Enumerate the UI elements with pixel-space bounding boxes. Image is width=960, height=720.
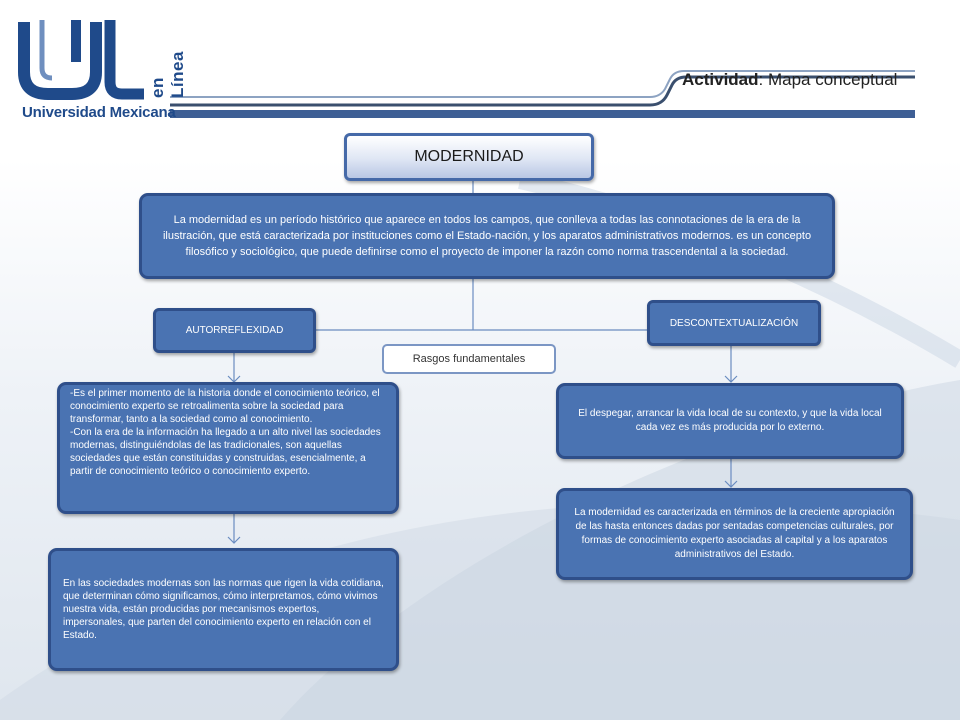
logo-en-linea: en Línea [148, 51, 187, 98]
descontextualizacion-detail2-box [556, 488, 913, 580]
descontextualizacion-box [647, 300, 821, 346]
descontextualizacion-detail-text: El despegar, arrancar la vida local de su contexto, y que la vida local cada vez es más producida por lo externo. [578, 408, 882, 433]
definition-text: La modernidad es un período histórico que aparece en todos los campos, que conlleva a todas las connotaciones de la era de la ilustración, que está caracterizada por instituciones como el Estado-nación, y los aparatos administrativos modernos. es un concepto filosófico y sociológico, que puede definirse como el proyecto de imponer la razón como norma trascendental a la sociedad. [162, 214, 812, 258]
descontextualizacion-label: DESCONTEXTUALIZACIÓN [669, 317, 799, 329]
activity-title-bold: Actividad [682, 70, 759, 89]
rasgos-text: Rasgos fundamentales [412, 353, 526, 365]
logo-university-name: Universidad Mexicana [22, 104, 176, 121]
logo-mark-icon [18, 12, 148, 104]
concept-title-box [344, 133, 594, 181]
autorreflexidad-detail-text: -Es el primer momento de la historia donde el conocimiento teórico, el conocimiento experto se retroalimenta sobre la sociedad para transformar, tanto a la sociedad como al conocimiento. -Con la era de la información ha llegado a un alto nivel las sociedades modernas, distinguiéndolas de las tradicionales, son aquellas sociedades que están constituidas y construidas, esencialmente, a partir de conocimiento teórico o conocimiento experto. [70, 388, 381, 477]
autorreflexidad-box [153, 308, 316, 353]
activity-title-rest: : Mapa conceptual [758, 70, 898, 89]
autorreflexidad-label: AUTORREFLEXIDAD [185, 325, 284, 336]
concept-title: MODERNIDAD [414, 148, 524, 165]
descontextualizacion-detail-box [556, 383, 904, 459]
autorreflexidad-detail-box [57, 382, 399, 514]
university-logo [18, 12, 188, 122]
rasgos-fundamentales-label [382, 344, 556, 374]
descontextualizacion-detail2-text: La modernidad es caracterizada en términos de la creciente apropiación de las hasta entonces dadas por sentadas competencias culturales, por formas de conocimiento experto asociadas al capital y a los aparatos administrativos del Estado. [574, 507, 895, 560]
autorreflexidad-detail2-box [48, 548, 399, 671]
activity-title [682, 70, 897, 90]
autorreflexidad-detail2-text: En las sociedades modernas son las normas que rigen la vida cotidiana, que determinan cómo significamos, cómo interpretamos, cómo vivimos nuestra vida, están producidas por mecanismos expertos, impersonales, que parten del conocimiento experto en relación con el Estado. [63, 578, 384, 641]
definition-box [139, 193, 835, 279]
